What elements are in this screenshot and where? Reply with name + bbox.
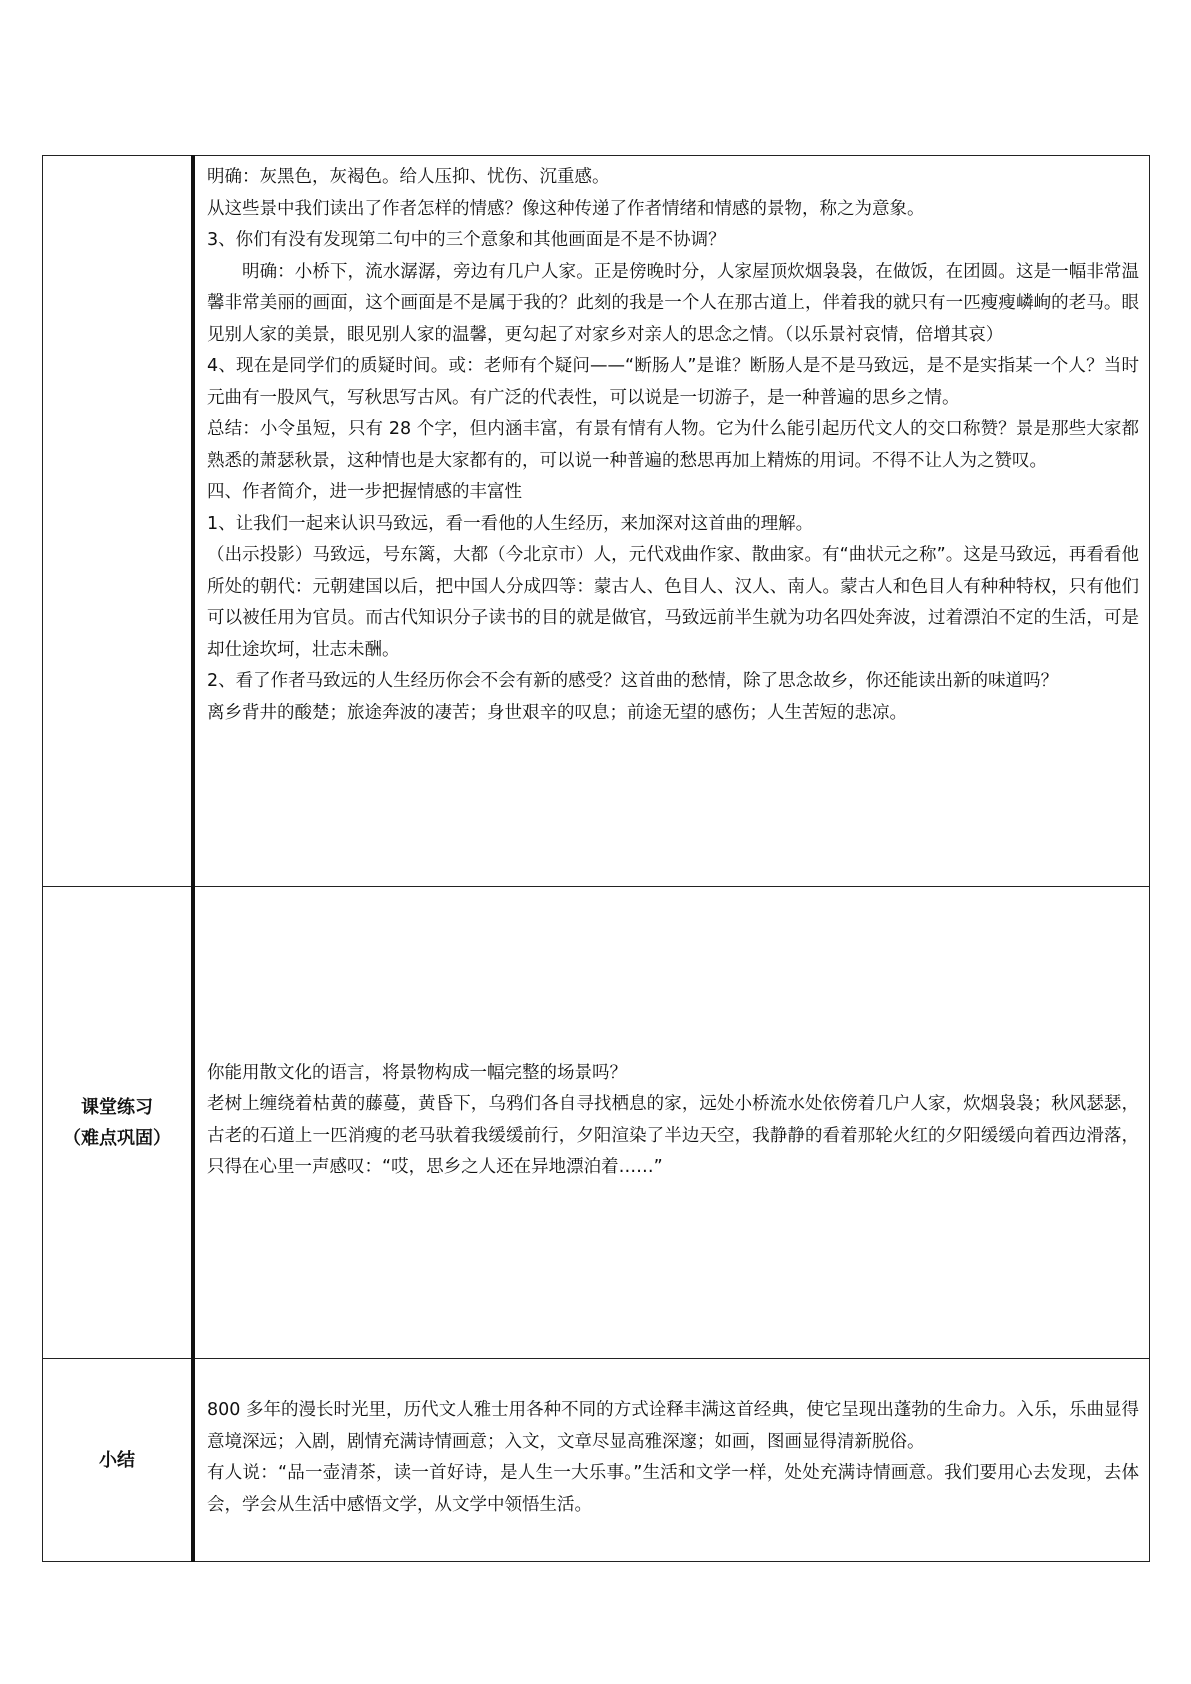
paragraph: 1、让我们一起来认识马致远，看一看他的人生经历，来加深对这首曲的理解。 [207, 513, 814, 534]
paragraph: 离乡背井的酸楚；旅途奔波的凄苦；身世艰辛的叹息；前途无望的感伤；人生苦短的悲凉。 [207, 702, 907, 723]
paragraph: 总结：小令虽短，只有 28 个字，但内涵丰富，有景有情有人物。它为什么能引起历代文人的交口称赞？景是那些大家都熟悉的萧瑟秋景，这种情也是大家都有的，可以说一种普遍的愁思再加上精炼的用词。不得不让人为之赞叹。 [207, 419, 1139, 471]
paragraph: 老树上缠绕着枯黄的藤蔓，黄昏下，乌鸦们各自寻找栖息的家，远处小桥流水处依傍着几户人家，炊烟袅袅；秋风瑟瑟，古老的石道上一匹消瘦的老马驮着我缓缓前行，夕阳渲染了半边天空，我静静的看着那轮火红的夕阳缓缓向着西边滑落，只得在心里一声感叹：“哎，思乡之人还在异地漂泊着……” [207, 1094, 1139, 1177]
classroom-practice-content [193, 887, 1150, 1359]
paragraph: 3、你们有没有发现第二句中的三个意象和其他画面是不是不协调？ [207, 230, 726, 250]
lesson-plan-sheet [42, 155, 1150, 1562]
summary-content [193, 1359, 1150, 1562]
row-label-empty [43, 156, 194, 887]
row-label-summary [43, 1359, 194, 1562]
paragraph: 800 多年的漫长时光里，历代文人雅士用各种不同的方式诠释丰满这首经典，使它呈现出蓬勃的生命力。入乐，乐曲显得意境深远；入剧，剧情充满诗情画意；入文，文章尽显高雅深邃；如画，图画显得清新脱俗。 [207, 1400, 1139, 1452]
paragraph: 从这些景中我们读出了作者怎样的情感？像这种传递了作者情绪和情感的景物，称之为意象。 [207, 198, 925, 219]
teaching-process-content [193, 156, 1150, 887]
table-row [43, 1359, 1150, 1562]
paragraph: 2、看了作者马致远的人生经历你会不会有新的感受？这首曲的愁情，除了思念故乡，你还能读出新的味道吗？ [207, 671, 1059, 691]
label-line: （难点巩固） [63, 1127, 171, 1149]
row-label-classroom-practice [43, 887, 194, 1359]
label-line: 课堂练习 [81, 1096, 153, 1118]
paragraph: 四、作者简介，进一步把握情感的丰富性 [207, 482, 522, 502]
paragraph: 明确：灰黑色，灰褐色。给人压抑、忧伤、沉重感。 [207, 167, 610, 187]
paragraph: （出示投影）马致远，号东篱，大都（今北京市）人，元代戏曲作家、散曲家。有“曲状元之称”。这是马致远，再看看他所处的朝代：元朝建国以后，把中国人分成四等：蒙古人、色目人、汉人、南人。蒙古人和色目人有种种特权，只有他们可以被任用为官员。而古代知识分子读书的目的就是做官，马致远前半生就为功名四处奔波，过着漂泊不定的生活，可是却仕途坎坷，壮志未酬。 [207, 545, 1139, 660]
table-row [43, 887, 1150, 1359]
paragraph: 你能用散文化的语言，将景物构成一幅完整的场景吗？ [207, 1062, 627, 1083]
lesson-plan-table [42, 155, 1150, 1562]
label-line: 小结 [99, 1449, 135, 1471]
paragraph: 明确：小桥下，流水潺潺，旁边有几户人家。正是傍晚时分，人家屋顶炊烟袅袅，在做饭，在团圆。这是一幅非常温馨非常美丽的画面，这个画面是不是属于我的？此刻的我是一个人在那古道上，伴着我的就只有一匹瘦瘦嶙峋的老马。眼见别人家的美景，眼见别人家的温馨，更勾起了对家乡对亲人的思念之情。（以乐景衬哀情，倍增其哀） [207, 261, 1139, 345]
paragraph: 有人说：“品一壶清茶，读一首好诗，是人生一大乐事。”生活和文学一样，处处充满诗情画意。我们要用心去发现，去体会，学会从生活中感悟文学，从文学中领悟生活。 [207, 1463, 1139, 1515]
table-row [43, 156, 1150, 887]
paragraph: 4、现在是同学们的质疑时间。或：老师有个疑问——“断肠人”是谁？断肠人是不是马致远，是不是实指某一个人？当时元曲有一股风气，写秋思写古风。有广泛的代表性，可以说是一切游子，是一种普遍的思乡之情。 [207, 356, 1139, 408]
